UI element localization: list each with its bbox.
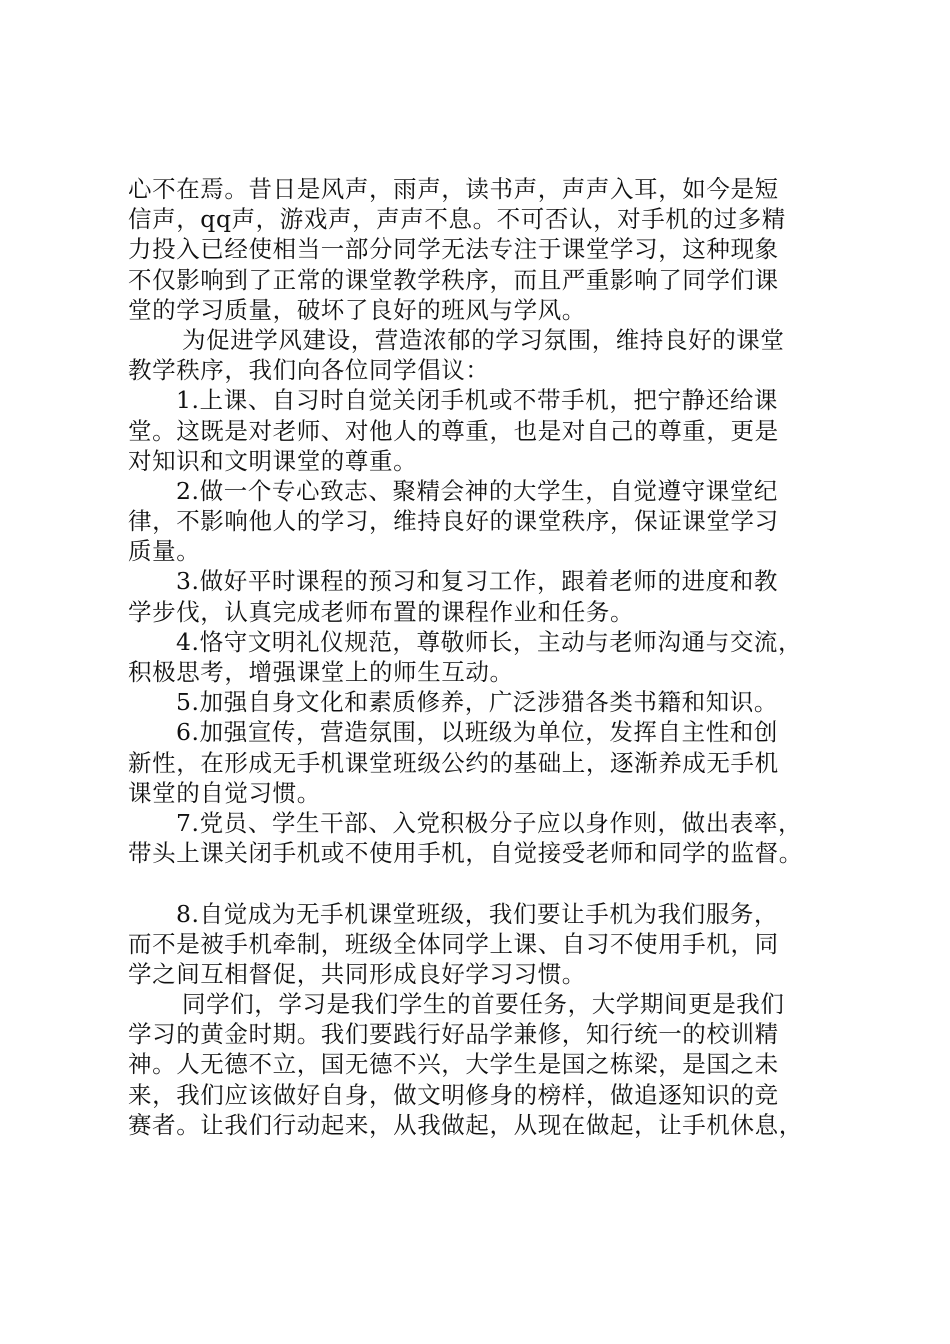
text-line: 来，我们应该做好自身，做文明修身的榜样，做追逐知识的竞 [128,1080,779,1109]
list-item-8: 8.自觉成为无手机课堂班级，我们要让手机为我们服务， [176,899,779,928]
list-item-7: 7.党员、学生干部、入党积极分子应以身作则，做出表率， [176,808,803,837]
text-line: 积极思考，增强课堂上的师生互动。 [128,658,514,686]
list-item-1: 1.上课、自习时自觉关闭手机或不带手机，把宁静还给课 [176,386,779,415]
blank-line [128,868,844,898]
text-line: 对知识和文明课堂的尊重。 [128,446,418,475]
text-line: 学之间互相督促，共同形成良好学习习惯。 [128,959,586,988]
list-item-2: 2.做一个专心致志、聚精会神的大学生，自觉遵守课堂纪 [176,476,779,505]
text-line: 新性，在形成无手机课堂班级公约的基础上，逐渐养成无手机 [128,748,779,777]
list-item-3: 3.做好平时课程的预习和复习工作，跟着老师的进度和教 [176,567,779,596]
text-line: 质量。 [128,537,201,566]
text-line: 心不在焉。昔日是风声，雨声，读书声，声声入耳，如今是短 [128,175,779,203]
text-line: 课堂的自觉习惯。 [128,778,321,807]
list-item-6: 6.加强宣传，营造氛围，以班级为单位，发挥自主性和创 [176,718,779,747]
text-line: 带头上课关闭手机或不使用手机，自觉接受老师和同学的监督。 [128,839,803,868]
paragraph-start-line: 同学们，学习是我们学生的首要任务，大学期间更是我们 [182,990,785,1019]
text-line: 不仅影响到了正常的课堂教学秩序，而且严重影响了同学们课 [128,265,779,294]
text-line: 教学秩序，我们向各位同学倡议： [128,356,490,385]
text-line: 堂。这既是对老师、对他人的尊重，也是对自己的尊重，更是 [128,416,779,445]
text-line: 而不是被手机牵制，班级全体同学上课、自习不使用手机，同 [128,929,779,958]
text-line: 力投入已经使相当一部分同学无法专注于课堂学习，这种现象 [128,235,779,264]
text-line: 赛者。让我们行动起来，从我做起，从现在做起，让手机休息， [128,1110,803,1139]
list-item-5: 5.加强自身文化和素质修养，广泛涉猎各类书籍和知识。 [176,688,779,717]
text-line: 学步伐，认真完成老师布置的课程作业和任务。 [128,597,635,626]
text-line: 堂的学习质量，破坏了良好的班风与学风。 [128,295,586,324]
body-text [128,174,844,1140]
text-line: 神。人无德不立，国无德不兴，大学生是国之栋梁，是国之未 [128,1050,779,1079]
text-line: 信声，qq声，游戏声，声声不息。不可否认，对手机的过多精 [128,205,786,234]
text-line: 律，不影响他人的学习，维持良好的课堂秩序，保证课堂学习 [128,507,779,536]
text-line: 学习的黄金时期。我们要践行好品学兼修，知行统一的校训精 [128,1020,779,1049]
list-item-4: 4.恪守文明礼仪规范，尊敬师长，主动与老师沟通与交流， [176,627,803,656]
paragraph-start-line: 为促进学风建设，营造浓郁的学习氛围，维持良好的课堂 [182,325,785,354]
